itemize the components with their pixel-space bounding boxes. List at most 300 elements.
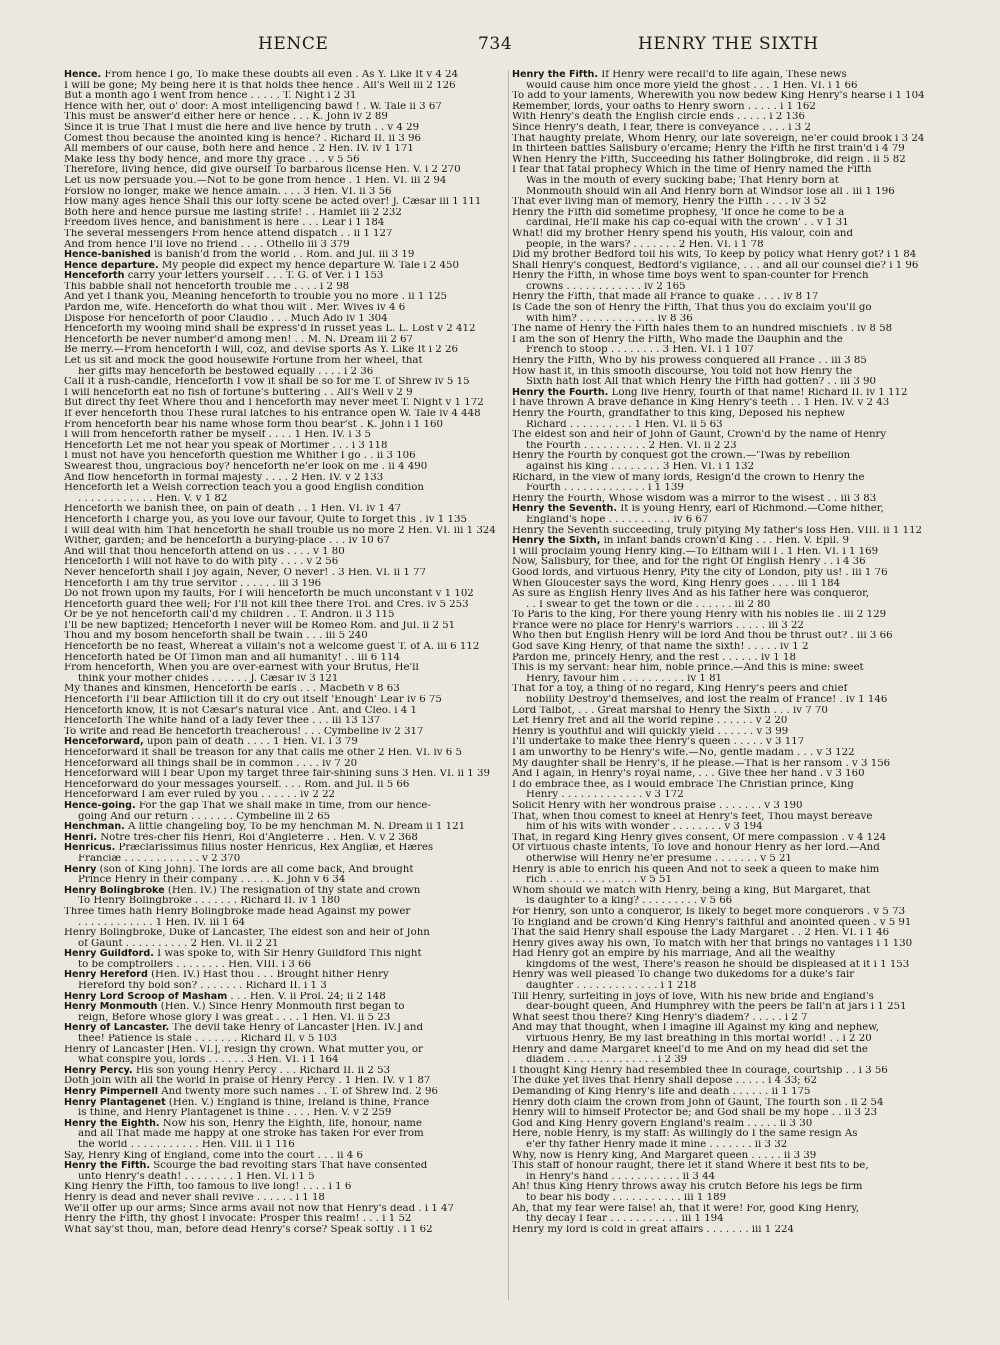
index-line	[64, 812, 502, 823]
index-line	[512, 1076, 940, 1087]
index-line	[64, 939, 502, 950]
citation-text: Forslow no longer, make we hence amain. . . . 3 Hen. VI. ii 3 56	[64, 186, 392, 197]
index-line	[512, 218, 940, 229]
citation-text: Freedom lives hence, and banishment is here . . . Lear i 1 184	[64, 218, 385, 229]
citation-text: Henceforward it shall be treason for any that calls me other 2 Hen. VI. iv 6 5	[64, 748, 462, 758]
citation-text: Henceforth I will not have to do with pity . . . . v 2 56	[64, 557, 339, 568]
citation-text: people, in the wars? . . . . . . . 2 Hen. VI. i 1 78	[526, 239, 764, 250]
index-line	[512, 208, 940, 219]
index-line	[64, 335, 502, 346]
index-line	[512, 557, 940, 568]
citation-text: Henceforward I am ever ruled by you . . . . . . iv 2 22	[64, 790, 336, 801]
citation-text: Therefore, living hence, did give ourself To barbarous license Hen. V. i 2 270	[64, 165, 461, 176]
index-line	[64, 992, 502, 1003]
index-line	[64, 176, 502, 187]
citation-text: Henry the Fifth did sometime prophesy, 'If once he come to be a	[512, 207, 845, 218]
right-column	[512, 70, 940, 1235]
citation-text: Henry, favour him . . . . . . . . . . iv 1 81	[526, 673, 723, 684]
citation-text: with him? . . . . . . . . . . . . iv 8 36	[526, 313, 693, 324]
citation-text: Call it a rush-candle, Henceforth I vow it shall be so for me T. of Shrew iv 5 15	[64, 377, 470, 388]
citation-text: To add to your laments, Wherewith you now bedew King Henry's hearse i 1 104	[512, 91, 925, 102]
citation-text: I will proclaim young Henry king.—To Eltham will I . 1 Hen. VI. i 1 169	[512, 546, 879, 557]
index-line	[64, 526, 502, 537]
citation-text: Henceforward all things shall be in common . . . . iv 7 20	[64, 758, 358, 769]
index-line	[64, 981, 502, 992]
citation-text: the world . . . . . . . . . . . Hen. VIII. ii 1 116	[78, 1139, 295, 1150]
index-line	[512, 769, 940, 780]
citation-text: Wither, garden; and be henceforth a burying-place . . . iv 10 67	[64, 536, 390, 547]
citation-text: Henceforth The white hand of a lady fever thee . . . iii 13 137	[64, 716, 381, 727]
citation-text: Prince Henry in their company . . . . . K. John v 6 34	[78, 875, 346, 886]
index-line	[512, 335, 940, 346]
citation-text: Henry the Fifth, in whose time boys went to span-counter for French	[512, 271, 869, 282]
index-line	[64, 1002, 502, 1013]
index-line	[64, 970, 502, 981]
index-line	[64, 801, 502, 812]
index-line	[64, 631, 502, 642]
index-line	[64, 367, 502, 378]
headword: Hence departure.	[64, 260, 159, 271]
citation-text: And I again, in Henry's royal name, . . . Give thee her hand . v 3 160	[512, 769, 865, 780]
citation-text: Henry the Fourth, grandfather to this king, Deposed his nephew	[512, 409, 846, 419]
index-line	[512, 420, 940, 431]
index-line	[512, 621, 940, 632]
headword: Henry the Fifth.	[64, 1161, 151, 1172]
citation-text: Remember, lords, your oaths to Henry sworn . . . . . i 1 162	[512, 101, 816, 112]
index-line	[512, 81, 940, 92]
index-line	[512, 875, 940, 886]
citation-text: to bear his body . . . . . . . . . . . iii 1 189	[526, 1192, 727, 1203]
headword: Henry Plantagenet	[64, 1097, 166, 1108]
citation-text: That, in regard King Henry gives consent, Of mere compassion . v 4 124	[512, 832, 887, 843]
citation-text: Richard . . . . . . . . . . 1 Hen. VI. ii 5 63	[526, 419, 723, 430]
index-line	[64, 790, 502, 801]
headword: Henry Guildford.	[64, 949, 154, 960]
index-line	[512, 970, 940, 981]
index-line	[512, 250, 940, 261]
citation-text: With Henry's death the English circle ends . . . . . i 2 136	[512, 112, 805, 123]
index-line	[64, 441, 502, 452]
citation-text: Pardon me, wife. Henceforth do what thou wilt . Mer. Wives iv 4 6	[64, 303, 406, 314]
index-line	[64, 674, 502, 685]
index-line	[64, 1214, 502, 1225]
citation-text: I will from henceforth rather be myself . . . . 1 Hen. IV. i 3 5	[64, 430, 372, 441]
citation-text: Henceforth guard thee well; For I'll not kill thee there Troi. and Cres. iv 5 253	[64, 599, 469, 610]
index-line	[64, 165, 502, 176]
index-line	[512, 939, 940, 950]
headword: Henceforward,	[64, 737, 144, 748]
index-line	[64, 388, 502, 399]
index-line	[512, 759, 940, 770]
index-line	[512, 610, 940, 621]
citation-text: And yet I thank you, Meaning henceforth to trouble you no more . ii 1 125	[64, 292, 448, 303]
index-line	[64, 451, 502, 462]
index-line	[512, 589, 940, 600]
index-line	[64, 1023, 502, 1034]
index-line	[512, 515, 940, 526]
index-line	[64, 229, 502, 240]
citation-text: carry your letters yourself . . . T. G. of Ver. i 1 153	[124, 271, 384, 282]
citation-text: to be comptrollers . . . . . . . . Hen. VIII. i 3 66	[78, 959, 312, 970]
index-line	[64, 780, 502, 791]
index-line	[512, 727, 940, 738]
citation-text: I will be gone; My being here it is that holds thee hence . All's Well iii 2 126	[64, 80, 456, 91]
citation-text: This must be answer'd either here or hence . . . K. John iv 2 89	[64, 112, 388, 123]
citation-text: For Henry, son unto a conqueror, Is likely to beget more conquerors . v 5 73	[512, 906, 906, 917]
index-line	[64, 1225, 502, 1236]
citation-text: Henry the Seventh succeeding, truly pitying My father's loss Hen. VIII. ii 1 112	[512, 525, 923, 536]
citation-text: The devil take Henry of Lancaster [Hen. IV.] and	[169, 1023, 423, 1034]
citation-text: How many ages hence Shall this our lofty scene be acted over! J. Cæsar iii 1 111	[64, 197, 482, 208]
index-line	[64, 557, 502, 568]
citation-text: And from hence I'll love no friend . . . . Othello iii 3 379	[64, 239, 350, 250]
citation-text: Did my brother Bedford toil his wits, To keep by policy what Henry got? i 1 84	[512, 250, 917, 261]
index-line	[512, 187, 940, 198]
citation-text: Henry the Fourth, Whose wisdom was a mirror to the wisest . . iii 3 83	[512, 493, 877, 504]
citation-text: To write and read Be henceforth treacherous! . . . Cymbeline iv 2 317	[64, 726, 424, 737]
headword: Henry Percy.	[64, 1065, 133, 1076]
index-line	[64, 759, 502, 770]
index-line	[64, 769, 502, 780]
index-line	[512, 261, 940, 272]
citation-text: (Hen. IV.) The resignation of thy state and crown	[164, 885, 421, 896]
index-line	[64, 1098, 502, 1109]
index-line	[64, 483, 502, 494]
citation-text: I was spoke to, with Sir Henry Guildford This night	[153, 949, 422, 960]
index-line	[64, 1151, 502, 1162]
headword: Hence-banished	[64, 250, 151, 261]
citation-text: Till Henry, surfeiting in joys of love, With his new bride and England's	[512, 991, 874, 1002]
index-line	[512, 303, 940, 314]
index-line	[512, 780, 940, 791]
citation-text: I'll undertake to make thee Henry's queen . . . . . v 3 117	[512, 737, 805, 748]
citation-text: His son young Henry Percy . . . Richard II. ii 2 53	[132, 1065, 391, 1076]
index-line	[64, 547, 502, 558]
index-line	[64, 663, 502, 674]
index-line	[64, 684, 502, 695]
citation-text: The duke yet lives that Henry shall depose . . . . . i 4 33; 62	[512, 1076, 817, 1087]
index-line	[512, 473, 940, 484]
citation-text: is thine, and Henry Plantagenet is thine . . . . Hen. V. v 2 259	[78, 1108, 392, 1119]
index-line	[64, 1140, 502, 1151]
index-line	[512, 822, 940, 833]
citation-text: Henry my lord is cold in great affairs . . . . . . . iii 1 224	[512, 1224, 794, 1235]
citation-text: Monmouth should win all And Henry born at Windsor lose all . iii 1 196	[526, 186, 895, 197]
index-line	[64, 706, 502, 717]
index-line	[512, 324, 940, 335]
index-line	[64, 642, 502, 653]
index-line	[512, 737, 940, 748]
index-line	[512, 1119, 940, 1130]
citation-text: I am unworthy to be Henry's wife.—No, gentle madam . . . v 3 122	[512, 748, 855, 758]
citation-text: Franciæ . . . . . . . . . . . . v 2 370	[78, 853, 241, 864]
citation-text: But direct thy feet Where thou and I henceforth may never meet T. Night v 1 172	[64, 398, 484, 409]
citation-text: against his king . . . . . . . . 3 Hen. VI. i 1 132	[526, 461, 755, 472]
citation-text: France were no place for Henry's warriors . . . . . iii 3 22	[512, 620, 804, 631]
citation-text: That, when thou comest to kneel at Henry's feet, Thou mayst bereave	[512, 811, 873, 822]
citation-text: It is young Henry, earl of Richmond.—Come hither,	[617, 504, 884, 515]
citation-text: Hereford thy bold son? . . . . . . . Richard II. i 1 3	[78, 981, 327, 992]
index-line	[64, 314, 502, 325]
index-line	[512, 197, 940, 208]
headword: Henchman.	[64, 822, 125, 833]
index-line	[512, 155, 940, 166]
headword: Hence.	[64, 70, 102, 80]
index-line	[512, 801, 940, 812]
citation-text: daughter . . . . . . . . . . . . . i 1 218	[526, 981, 697, 992]
citation-text: Henceforth I charge you, as you love our favour, Quite to forget this . iv 1 135	[64, 514, 467, 525]
index-line	[64, 515, 502, 526]
citation-text: From hence I go, To make these doubts all even . As Y. Like It v 4 24	[101, 70, 459, 80]
citation-text: Let us now persuade you.—Not to be gone from hence . 1 Hen. VI. iii 2 94	[64, 175, 447, 186]
index-line	[512, 1214, 940, 1225]
citation-text: If ever henceforth thou These rural latches to his entrance open W. Tale iv 4 448	[64, 409, 481, 419]
index-line	[64, 112, 502, 123]
index-line	[512, 292, 940, 303]
citation-text: If Henry were recall'd to life again, These news	[598, 70, 847, 80]
citation-text: thee! Patience is stale . . . . . . . Richard II. v 5 103	[78, 1034, 337, 1045]
citation-text: Never henceforth shall I joy again, Never, O never! . 3 Hen. VI. ii 1 77	[64, 567, 427, 578]
citation-text: Henceforth Let me not hear you speak of Mortimer . . . i 3 118	[64, 440, 388, 451]
citation-text: King Henry the Fifth, too famous to live long! . . . . i 1 6	[64, 1182, 352, 1193]
citation-text: The several messengers From hence attend dispatch . . ii 1 127	[64, 228, 393, 239]
index-line	[512, 271, 940, 282]
index-line	[512, 504, 940, 515]
index-line	[64, 240, 502, 251]
headword: Henry the Seventh.	[512, 504, 618, 515]
index-line	[64, 134, 502, 145]
index-line	[512, 494, 940, 505]
citation-text: . . . Hen. V. ii Prol. 24; ii 2 148	[227, 991, 386, 1002]
citation-text: Now, Salisbury, for thee, and for the right Of English Henry . . i 4 36	[512, 557, 866, 568]
citation-text: To Paris to the king, For there young Henry with his nobles lie . iii 2 129	[512, 610, 887, 621]
citation-text: Henceforth we banish thee, on pain of death . . 1 Hen. VI. iv 1 47	[64, 504, 402, 515]
citation-text: And will that thou henceforth attend on us . . . . v 1 80	[64, 546, 345, 557]
citation-text: I must not have you henceforth question me Whither I go . . ii 3 106	[64, 451, 416, 462]
index-line	[64, 420, 502, 431]
citation-text: cardinal, He'll make his cap co-equal with the crown' . . v 1 31	[526, 218, 849, 229]
citation-text: Since Henry's death, I fear, there is conveyance . . . . i 3 2	[512, 122, 811, 133]
citation-text: crowns . . . . . . . . . . . . iv 2 165	[526, 281, 686, 292]
citation-text: To Henry Bolingbroke . . . . . . . Richard II. iv 1 180	[78, 896, 341, 907]
headword: Henry Monmouth	[64, 1002, 158, 1013]
index-line	[64, 494, 502, 505]
index-line	[512, 388, 940, 399]
index-line	[512, 833, 940, 844]
index-line	[64, 1034, 502, 1045]
citation-text: Comest thou because the anointed king is hence? . Richard II. ii 3 96	[64, 133, 421, 144]
citation-text: is banish'd from the world . . Rom. and Jul. iii 3 19	[150, 250, 415, 261]
citation-text: What seest thou there? King Henry's diadem? . . . . . i 2 7	[512, 1012, 808, 1023]
index-line	[512, 282, 940, 293]
citation-text: in infant bands crown'd King . . . Hen. V. Epil. 9	[600, 536, 850, 547]
index-line	[512, 1066, 940, 1077]
citation-text: unto Henry's death! . . . . . . . . 1 Hen. VI. i 1 5	[78, 1171, 315, 1182]
citation-text: (Hen. IV.) Hast thou . . . Brought hither Henry	[147, 970, 389, 981]
headword: Henry the Eighth.	[64, 1118, 160, 1129]
index-line	[64, 695, 502, 706]
index-line	[512, 1151, 940, 1162]
citation-text: rich . . . . . . . . . . . . . . v 5 51	[526, 875, 672, 886]
index-line	[512, 960, 940, 971]
citation-text: Pardon me, princely Henry, and the rest . . . . . . iv 1 18	[512, 652, 796, 663]
headword: Henry the Fourth.	[512, 387, 609, 398]
index-line	[64, 187, 502, 198]
index-line	[512, 1161, 940, 1172]
index-line	[64, 621, 502, 632]
citation-text: My daughter shall be Henry's, if he please.—That is her ransom . v 3 156	[512, 758, 891, 769]
citation-text: I have thrown A brave defiance in King Henry's teeth . . 1 Hen. IV. v 2 43	[512, 398, 890, 409]
citation-text: him of his wits with wonder . . . . . . . . v 3 194	[526, 822, 763, 833]
index-line	[64, 462, 502, 473]
index-line	[64, 653, 502, 664]
index-line	[512, 123, 940, 134]
citation-text: French to stoop . . . . . . . . 3 Hen. VI. i 1 107	[526, 345, 754, 356]
citation-text: I am the son of Henry the Fifth, Who made the Dauphin and the	[512, 334, 843, 345]
index-line	[64, 155, 502, 166]
citation-text: (Hen. V.) England is thine, Ireland is thine, France	[165, 1097, 430, 1108]
index-line	[512, 949, 940, 960]
citation-text: But a month ago I went from hence . . . . . T. Night i 2 31	[64, 91, 357, 102]
citation-text: All members of our cause, both here and hence . 2 Hen. IV. iv 1 171	[64, 144, 414, 155]
index-line	[64, 1161, 502, 1172]
index-line	[64, 589, 502, 600]
citation-text: Since it is true That I must die here and live hence by truth . . v 4 29	[64, 122, 420, 133]
citation-text: Swearest thou, ungracious boy? henceforth ne'er look on me . ii 4 490	[64, 461, 428, 472]
index-line	[512, 1182, 940, 1193]
citation-text: Here, noble Henry, is my staff: As willingly do I the same resign As	[512, 1129, 858, 1140]
index-line	[512, 918, 940, 929]
running-head-right: HENRY THE SIXTH	[638, 34, 819, 54]
citation-text: I will henceforth eat no fish of fortune's buttering . . All's Well v 2 9	[64, 387, 413, 398]
index-line	[512, 928, 940, 939]
index-line	[64, 600, 502, 611]
index-line	[512, 377, 940, 388]
index-line	[64, 1182, 502, 1193]
index-line	[64, 409, 502, 420]
index-line	[512, 1193, 940, 1204]
index-line	[64, 473, 502, 484]
index-line	[512, 1002, 940, 1013]
citation-text: Let us sit and mock the good housewife Fortune from her wheel, that	[64, 356, 423, 367]
citation-text: Henceforth I'll bear Affliction till it do cry out itself 'Enough' Lear iv 6 75	[64, 695, 442, 706]
index-line	[512, 1045, 940, 1056]
citation-text: As sure as English Henry lives And as his father here was conqueror,	[512, 589, 870, 600]
index-line	[64, 70, 502, 81]
citation-text: Who then but English Henry will be lord And thou be thrust out? . iii 3 66	[512, 631, 893, 642]
citation-text: Henry and dame Margaret kneel'd to me And on my head did set the	[512, 1044, 868, 1055]
index-line	[512, 992, 940, 1003]
index-line	[512, 102, 940, 113]
index-line	[512, 1129, 940, 1140]
citation-text: This staff of honour raught, there let it stand Where it best fits to be,	[512, 1161, 869, 1172]
index-line	[512, 706, 940, 717]
citation-text: Now his son, Henry the Eighth, life, honour, name	[159, 1118, 422, 1129]
citation-text: When Gloucester says the word, King Henry goes . . . . iii 1 184	[512, 578, 841, 589]
citation-text: Say, Henry King of England, come into the court . . . ii 4 6	[64, 1150, 363, 1161]
citation-text: Let Henry fret and all the world repine . . . . . . v 2 20	[512, 716, 788, 727]
index-line	[512, 1013, 940, 1024]
index-line	[64, 865, 502, 876]
index-line	[512, 112, 940, 123]
index-line	[64, 843, 502, 854]
index-line	[512, 314, 940, 325]
index-line	[512, 812, 940, 823]
citation-text: Henceforward will I bear Upon my target three fair-shining suns 3 Hen. VI. ii 1 39	[64, 769, 490, 780]
citation-text: Three times hath Henry Bolingbroke made head Against my power	[64, 906, 411, 917]
citation-text: the Fourth . . . . . . . . . . 2 Hen. VI. ii 2 23	[526, 440, 737, 451]
index-line	[64, 886, 502, 897]
index-line	[64, 377, 502, 388]
index-line	[512, 441, 940, 452]
index-line	[64, 218, 502, 229]
index-line	[64, 716, 502, 727]
citation-text: I will deal with him That henceforth he shall trouble us no more 2 Hen. VI. iii 1 324	[64, 525, 496, 536]
headword: Henry Bolingbroke	[64, 885, 165, 896]
index-line	[512, 430, 940, 441]
citation-text: That ever living man of memory, Henry the Fifth . . . . iv 3 52	[512, 197, 827, 208]
citation-text: God and King Henry govern England's realm . . . . . ii 3 30	[512, 1118, 813, 1129]
index-line	[512, 1108, 940, 1119]
index-line	[64, 356, 502, 367]
citation-text: This babble shall not henceforth trouble me . . . . i 2 98	[64, 281, 350, 292]
index-line	[512, 398, 940, 409]
citation-text: Henry . . . . . . . . . . . . . v 3 172	[526, 790, 684, 801]
citation-text: thy decay I fear . . . . . . . . . . . iii 1 194	[526, 1214, 724, 1225]
citation-text: what conspire you, lords . . . . . . 3 Hen. VI. i 1 164	[78, 1055, 339, 1066]
index-line	[64, 504, 502, 515]
index-line	[64, 1119, 502, 1130]
citation-text: This is my servant: hear him, noble prince.—And this is mine: sweet	[512, 663, 864, 674]
index-line	[64, 737, 502, 748]
index-line	[512, 854, 940, 865]
index-line	[64, 1087, 502, 1098]
citation-text: Henry the Fifth, thy ghost I invocate: Prosper this realm! . . . i 1 52	[64, 1214, 412, 1225]
citation-text: Henceforth be never number'd among men! . . M. N. Dream iii 2 67	[64, 334, 414, 345]
index-line	[512, 367, 940, 378]
citation-text: What! did my brother Henry spend his youth, His valour, coin and	[512, 228, 854, 239]
citation-text: is daughter to a king? . . . . . . . . . v 5 66	[526, 896, 733, 907]
citation-text: diadem . . . . . . . . . . . . . . i 2 39	[526, 1055, 688, 1066]
citation-text: Why, now is Henry king, And Margaret queen . . . . . ii 3 39	[512, 1150, 817, 1161]
citation-text: I do embrace thee, as I would embrace The Christian prince, King	[512, 779, 854, 790]
citation-text: I fear that fatal prophecy Which in the time of Henry named the Fifth	[512, 165, 872, 176]
index-line	[64, 303, 502, 314]
index-line	[64, 822, 502, 833]
index-line	[512, 642, 940, 653]
citation-text: in Henry's hand . . . . . . . . . . . ii 3 44	[526, 1171, 716, 1182]
index-line	[512, 345, 940, 356]
headword: Henry	[64, 864, 97, 875]
citation-text: England's hope . . . . . . . . . . iv 6 67	[526, 514, 709, 525]
citation-text: Sixth hath lost All that which Henry the Fifth had gotten? . . iii 3 90	[526, 377, 877, 388]
citation-text: Henry the Fourth by conquest got the crown.—'Twas by rebellion	[512, 451, 851, 462]
citation-text: Henceforward do your messages yourself. . . . Rom. and Jul. ii 5 66	[64, 779, 410, 790]
citation-text: Henry is dead and never shall revive . . . . . . i 1 18	[64, 1192, 325, 1203]
citation-text: dear-bought queen, And Humphrey with the peers be fall'n at jars i 1 251	[526, 1002, 907, 1013]
citation-text: I thought King Henry had resembled thee In courage, courtship . . i 3 56	[512, 1065, 888, 1076]
index-line	[64, 250, 502, 261]
index-line	[512, 907, 940, 918]
index-line	[512, 1140, 940, 1151]
index-line	[512, 981, 940, 992]
citation-text: Henry gives away his own, To match with her that brings no vantages i 1 130	[512, 938, 913, 949]
index-line	[512, 886, 940, 897]
index-line	[64, 918, 502, 929]
headword: Henceforth	[64, 271, 125, 282]
citation-text: Shall Henry's conquest, Bedford's vigilance, . . . and all our counsel die? i 1 96	[512, 260, 919, 271]
index-line	[64, 875, 502, 886]
